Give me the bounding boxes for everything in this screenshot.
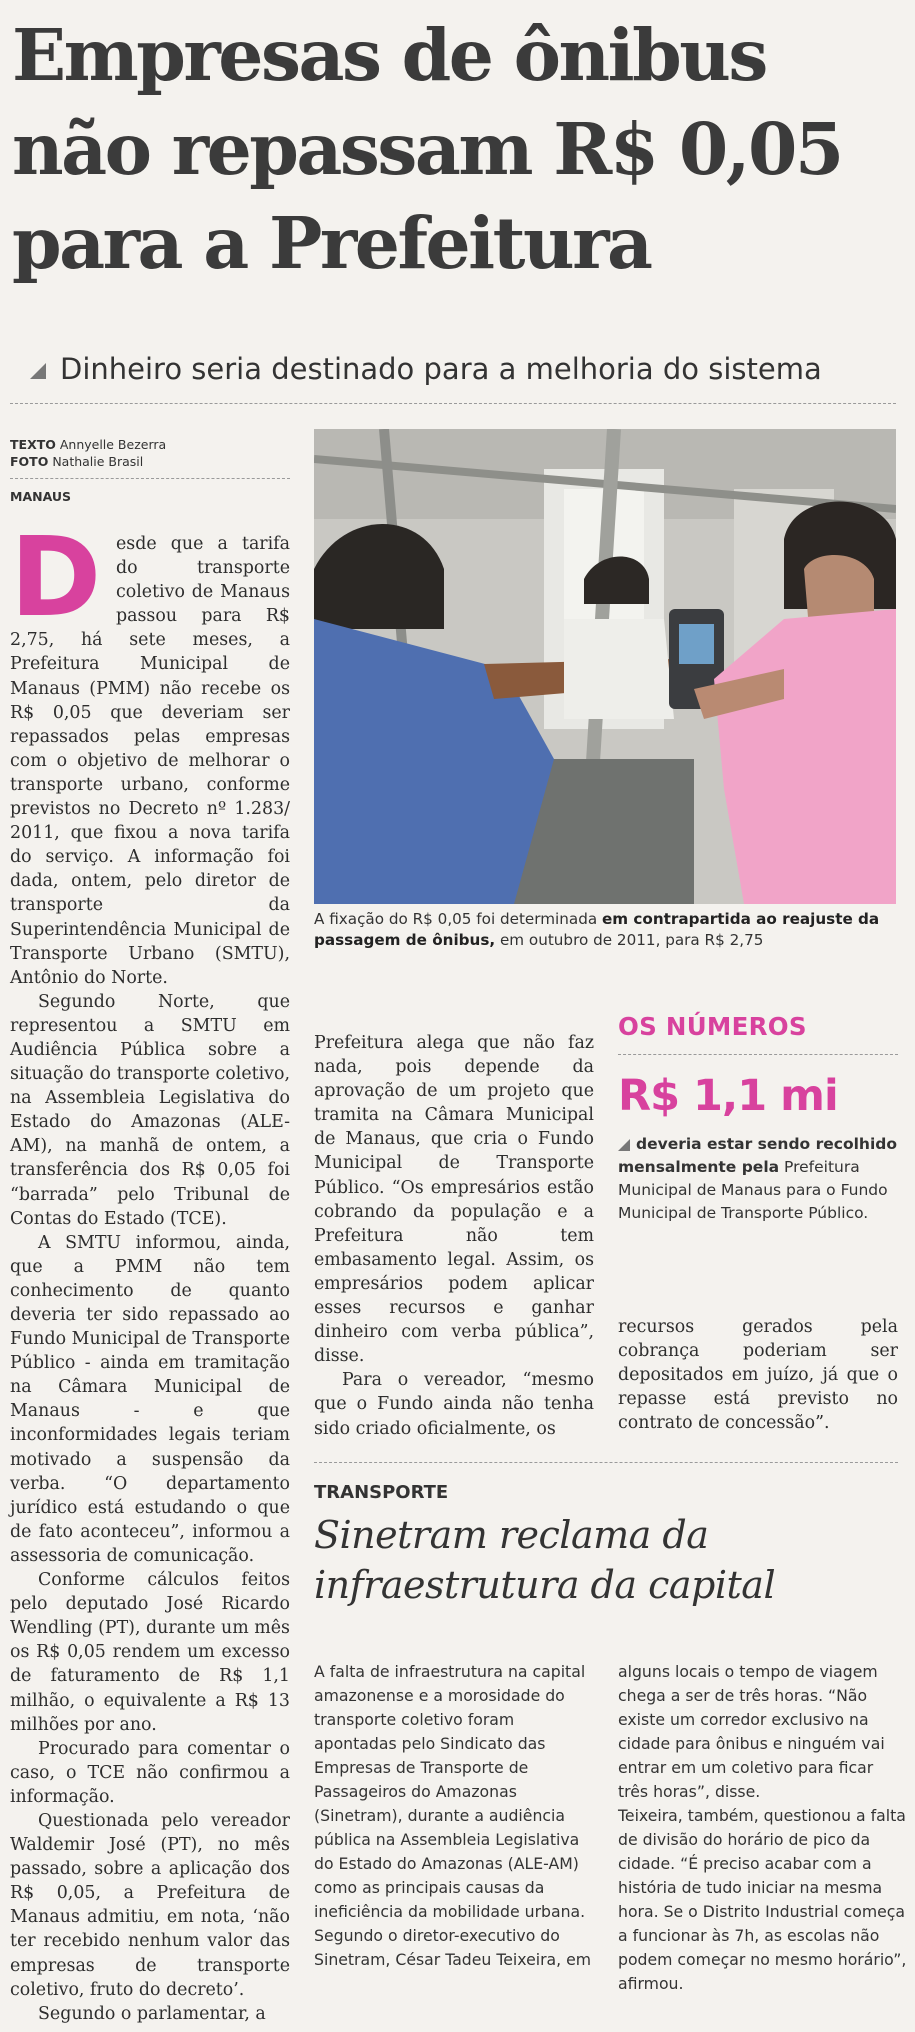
credit-text-name: Annyelle Bezerra [59, 437, 167, 452]
divider [10, 478, 290, 479]
article-column-1 [10, 513, 290, 2026]
caption-text-end: em outubro de 2011, para R$ 2,75 [495, 931, 764, 949]
paragraph: A falta de infraestrutura na capital amazonense e a morosidade do transporte coletivo foram apontadas pelo Sindicato das Empresas de Transporte de Passageiros do Amazonas (Sinetram), durante a audiência pública na Assembleia Legislativa do Estado do Amazonas (ALE-AM) como as principais causas da ineficiência da mobilidade urbana. [314, 1662, 586, 1921]
caption-bold: em contrapartida ao reajuste da passagem de ônibus, [314, 910, 880, 949]
paragraph: Teixeira, também, questionou a falta de divisão do horário de pico da cidade. “É preciso acabar com a história de tudo iniciar na mesma hora. Se o Distrito Industrial começa a funcionar às 7h, as escolas não podem começar no mesmo horário”, afirmou. [618, 1806, 907, 1993]
photo-caption [314, 909, 904, 951]
numbers-text [618, 1133, 908, 1225]
caption-text: A fixação do R$ 0,05 foi determinada [314, 910, 602, 928]
numbers-bold-text: deveria estar sendo recolhido mensalmente pela [618, 1135, 897, 1176]
second-headline [314, 1510, 904, 1610]
second-article-column-1 [314, 1660, 594, 1972]
headline-line-3: para a Prefeitura [12, 201, 651, 285]
paragraph: Segundo Norte, que representou a SMTU em Audiência Pública sobre a situação do transporte coletivo, na Assembleia Legislativa do Estado do Amazonas (ALE-AM), na manhã de ontem, a transferência dos R$ 0,05 foi “barrada” pelo Tribunal de Contas do Estado (TCE). [10, 991, 290, 1229]
numbers-plain-text: Prefeitura Municipal de Manaus para o Fundo Municipal de Transporte Público. [618, 1158, 888, 1222]
photo-illustration [314, 429, 896, 904]
numbers-value: R$ 1,1 mi [618, 1071, 838, 1121]
numbers-title: OS NÚMEROS [618, 1012, 807, 1041]
paragraph: recursos gerados pela cobrança poderiam ser depositados em juízo, já que o repasse está previsto no contrato de concessão”. [618, 1317, 898, 1434]
credit-text-label: TEXTO [10, 437, 56, 452]
paragraph: Segundo o parlamentar, a [38, 2003, 266, 2024]
paragraph: Prefeitura alega que não faz nada, pois depende da aprovação de um projeto que tramita na Câmara Municipal de Manaus, que cria o Fundo Municipal de Transporte Público. “Os empresários estão cobrando da população e a Prefeitura não tem embasamento legal. Assim, os empresários podem aplicar esses recursos e ganhar dinheiro com verba pública”, disse. [314, 1033, 594, 1367]
paragraph: A SMTU informou, ainda, que a PMM não tem conhecimento de quanto deveria ter sido repassado ao Fundo Municipal de Transporte Público - ainda em tramitação na Câmara Municipal de Manaus - e que inconformidades legais teriam motivado a suspensão da verba. “O departamento jurídico está estudando o que de fato aconteceu”, informou a assessoria de comunicação. [10, 1232, 290, 1566]
paragraph: esde que a tarifa do transporte coletivo de Manaus passou para R$ 2,75, há sete meses, a Prefeitura Municipal de Manaus (PMM) não recebe os R$ 0,05 que deveriam ser repassados pelas empresas com o objetivo de melhorar o transporte urbano, conforme previstos no Decreto nº 1.283/ 2011, que fixou a nova tarifa do serviço. A informação foi dada, ontem, pelo diretor de transporte da Superintendência Municipal de Transporte Urbano (SMTU), Antônio do Norte. [10, 534, 290, 988]
paragraph: Procurado para comentar o caso, o TCE não confirmou a informação. [10, 1738, 290, 1807]
bus-interior-photo [314, 429, 896, 904]
triangle-bullet-icon [30, 363, 46, 379]
second-article-column-2 [618, 1660, 908, 1996]
second-headline-line-1: Sinetram reclama da [314, 1513, 709, 1557]
drop-cap: D [10, 513, 102, 641]
paragraph: alguns locais o tempo de viagem chega a ser de três horas. “Não existe um corredor exclusivo na cidade para ônibus e ninguém vai entrar em um coletivo para ficar três horas”, disse. [618, 1662, 885, 1801]
paragraph: Segundo o diretor-executivo do Sinetram, César Tadeu Teixeira, em [314, 1926, 592, 1969]
triangle-bullet-icon [618, 1139, 630, 1151]
paragraph: Conforme cálculos feitos pelo deputado José Ricardo Wendling (PT), durante um mês os R$ 0,05 rendem um excesso de faturamento de R$ 1,1 milhão, o equivalente a R$ 13 milhões por ano. [10, 1570, 290, 1735]
credits [10, 436, 290, 470]
credit-photo-name: Nathalie Brasil [52, 454, 144, 469]
article-column-2 [314, 1031, 594, 1441]
kicker: TRANSPORTE [314, 1482, 449, 1503]
divider [314, 1462, 898, 1463]
second-headline-line-2: infraestrutura da capital [314, 1563, 776, 1607]
divider [10, 403, 896, 404]
headline [12, 8, 907, 290]
section-label: MANAUS [10, 489, 72, 504]
headline-line-2: não repassam R$ 0,05 [12, 107, 842, 191]
divider [618, 1054, 898, 1055]
article-column-3 [618, 1315, 898, 1435]
headline-line-1: Empresas de ônibus [12, 13, 766, 97]
subhead [30, 352, 890, 386]
paragraph: Questionada pelo vereador Waldemir José (PT), no mês passado, sobre a aplicação dos R$ 0,05, a Prefeitura de Manaus admitiu, em nota, ‘não ter recebido nenhum valor das empresas de transporte coletivo, fruto do decreto’. [10, 1810, 290, 2000]
subhead-text: Dinheiro seria destinado para a melhoria do sistema [60, 352, 822, 386]
paragraph: Para o vereador, “mesmo que o Fundo ainda não tenha sido criado oficialmente, os [314, 1370, 594, 1439]
credit-photo-label: FOTO [10, 454, 49, 469]
